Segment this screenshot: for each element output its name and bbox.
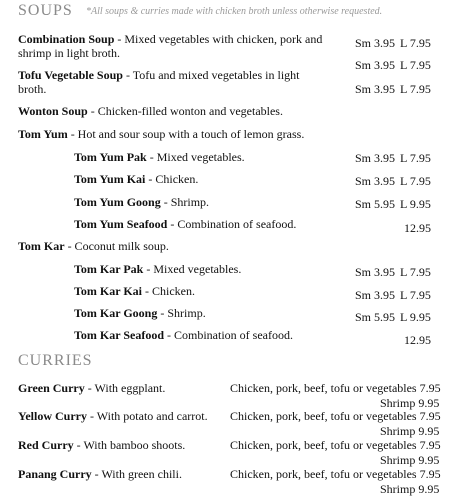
price-sm: Sm 3.95 (355, 36, 396, 50)
curry-item-red (18, 438, 185, 452)
item-desc: - Hot and sour soup with a touch of lemon grass. (67, 127, 305, 141)
item-name: Tom Yum Kai (74, 172, 146, 186)
item-desc: - Shrimp. (157, 306, 206, 320)
item-desc: - Mixed vegetables. (146, 150, 245, 164)
item-name: Combination Soup (18, 32, 115, 46)
price: 12.95 (404, 333, 431, 347)
price-l: L 7.95 (400, 288, 431, 302)
soups-note: *All soups & curries made with chicken broth unless otherwise requested. (86, 6, 383, 17)
item-desc: - Shrimp. (160, 195, 210, 209)
item-name: Tom Kar Pak (74, 262, 144, 276)
curry-item-yellow (18, 409, 208, 423)
item-name: Tom Yum Goong (74, 195, 161, 209)
soup-item-tom-yum-seafood (74, 217, 296, 231)
item-name: Tofu Vegetable Soup (18, 68, 123, 82)
price-l: L 9.95 (400, 310, 431, 324)
price-sm: Sm 3.95 (355, 58, 396, 72)
item-desc: - Combination of seafood. (164, 328, 293, 342)
item-name: Panang Curry (18, 467, 92, 481)
price-l: L 7.95 (400, 36, 431, 50)
item-name: Red Curry (18, 438, 74, 452)
item-desc: - Tofu and mixed vegetables in light broth. (18, 68, 300, 96)
price-sm: Sm 3.95 (355, 265, 396, 279)
price-main: Chicken, pork, beef, tofu or vegetables 7.95 (230, 381, 441, 395)
item-desc: - With green chili. (91, 467, 182, 481)
price-main: Chicken, pork, beef, tofu or vegetables 7.95 (230, 467, 441, 481)
price-shrimp: Shrimp 9.95 (380, 396, 440, 410)
item-desc: - Chicken-filled wonton and vegetables. (87, 104, 283, 118)
price-sm: Sm 3.95 (355, 288, 396, 302)
price-sm: Sm 3.95 (355, 82, 396, 96)
item-name: Tom Kar Kai (74, 284, 143, 298)
item-name: Yellow Curry (18, 409, 87, 423)
price-l: L 7.95 (400, 82, 431, 96)
item-desc: - Chicken. (145, 172, 199, 186)
soup-item-tofu-vegetable (18, 68, 318, 96)
item-desc: - With potato and carrot. (87, 409, 208, 423)
price-sm: Sm 3.95 (355, 174, 396, 188)
item-name: Tom Kar (18, 239, 65, 253)
soup-item-tom-yum-pak (74, 150, 245, 164)
soup-item-tom-yum (18, 127, 304, 141)
soup-item-wonton (18, 104, 283, 118)
item-name: Tom Yum Seafood (74, 217, 168, 231)
price-l: L 7.95 (400, 151, 431, 165)
price-shrimp: Shrimp 9.95 (380, 482, 440, 496)
soup-item-tom-kar-kai (74, 284, 195, 298)
price-sm: Sm 5.95 (355, 197, 396, 211)
price-l: L 7.95 (400, 265, 431, 279)
item-desc: - Mixed vegetables with chicken, pork and shrimp in light broth. (18, 32, 323, 60)
item-desc: - Coconut milk soup. (64, 239, 169, 253)
soup-item-tom-yum-kai (74, 172, 198, 186)
curries-title: CURRIES (18, 352, 93, 369)
price-main: Chicken, pork, beef, tofu or vegetables 7.95 (230, 409, 441, 423)
price-main: Chicken, pork, beef, tofu or vegetables 7.95 (230, 438, 441, 452)
price-l: L 9.95 (400, 197, 431, 211)
soup-item-tom-kar (18, 239, 169, 253)
soup-item-tom-yum-goong (74, 195, 209, 209)
soup-item-combination (18, 32, 328, 60)
price-l: L 7.95 (400, 58, 431, 72)
soups-title: SOUPS (18, 2, 73, 19)
soup-item-tom-kar-goong (74, 306, 206, 320)
item-desc: - Chicken. (142, 284, 196, 298)
price-shrimp: Shrimp 9.95 (380, 453, 440, 467)
price-sm: Sm 5.95 (355, 310, 396, 324)
curry-item-panang (18, 467, 182, 481)
item-desc: - With eggplant. (84, 381, 166, 395)
item-desc: - Combination of seafood. (167, 217, 297, 231)
price-l: L 7.95 (400, 174, 431, 188)
item-name: Tom Yum (18, 127, 68, 141)
soup-item-tom-kar-seafood (74, 328, 293, 342)
price: 12.95 (404, 221, 431, 235)
item-name: Tom Yum Pak (74, 150, 147, 164)
item-desc: - Mixed vegetables. (143, 262, 242, 276)
item-name: Green Curry (18, 381, 85, 395)
item-name: Tom Kar Goong (74, 306, 158, 320)
curry-item-green (18, 381, 165, 395)
soup-item-tom-kar-pak (74, 262, 241, 276)
price-sm: Sm 3.95 (355, 151, 396, 165)
price-shrimp: Shrimp 9.95 (380, 424, 440, 438)
item-name: Wonton Soup (18, 104, 88, 118)
item-name: Tom Kar Seafood (74, 328, 165, 342)
item-desc: - With bamboo shoots. (73, 438, 186, 452)
